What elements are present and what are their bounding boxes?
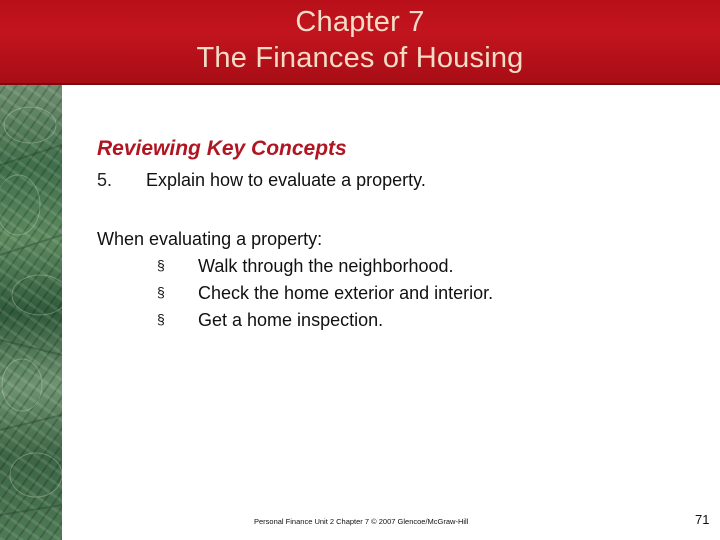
answer-intro: When evaluating a property:	[97, 229, 323, 249]
slide-title-line-1: Chapter 7	[295, 6, 425, 38]
question-number: 5.	[97, 170, 113, 190]
footer-credits: Personal Finance Unit 2 Chapter 7 © 2007 Glencoe/McGraw-Hill	[254, 517, 469, 526]
bullet-text: Get a home inspection.	[198, 310, 384, 330]
page-number: 71	[695, 512, 710, 527]
bullet-text: Walk through the neighborhood.	[198, 256, 454, 276]
section-sign-bullet-icon: §	[157, 311, 165, 327]
currency-pattern	[0, 85, 62, 540]
bullet-text: Check the home exterior and interior.	[198, 283, 494, 303]
title-bar	[0, 0, 720, 85]
slide-title-line-2: The Finances of Housing	[196, 42, 524, 74]
section-sign-bullet-icon: §	[157, 284, 165, 300]
section-sign-bullet-icon: §	[157, 257, 165, 273]
section-heading: Reviewing Key Concepts	[97, 137, 347, 160]
money-background-image	[0, 85, 62, 540]
question-text: Explain how to evaluate a property.	[146, 170, 426, 190]
